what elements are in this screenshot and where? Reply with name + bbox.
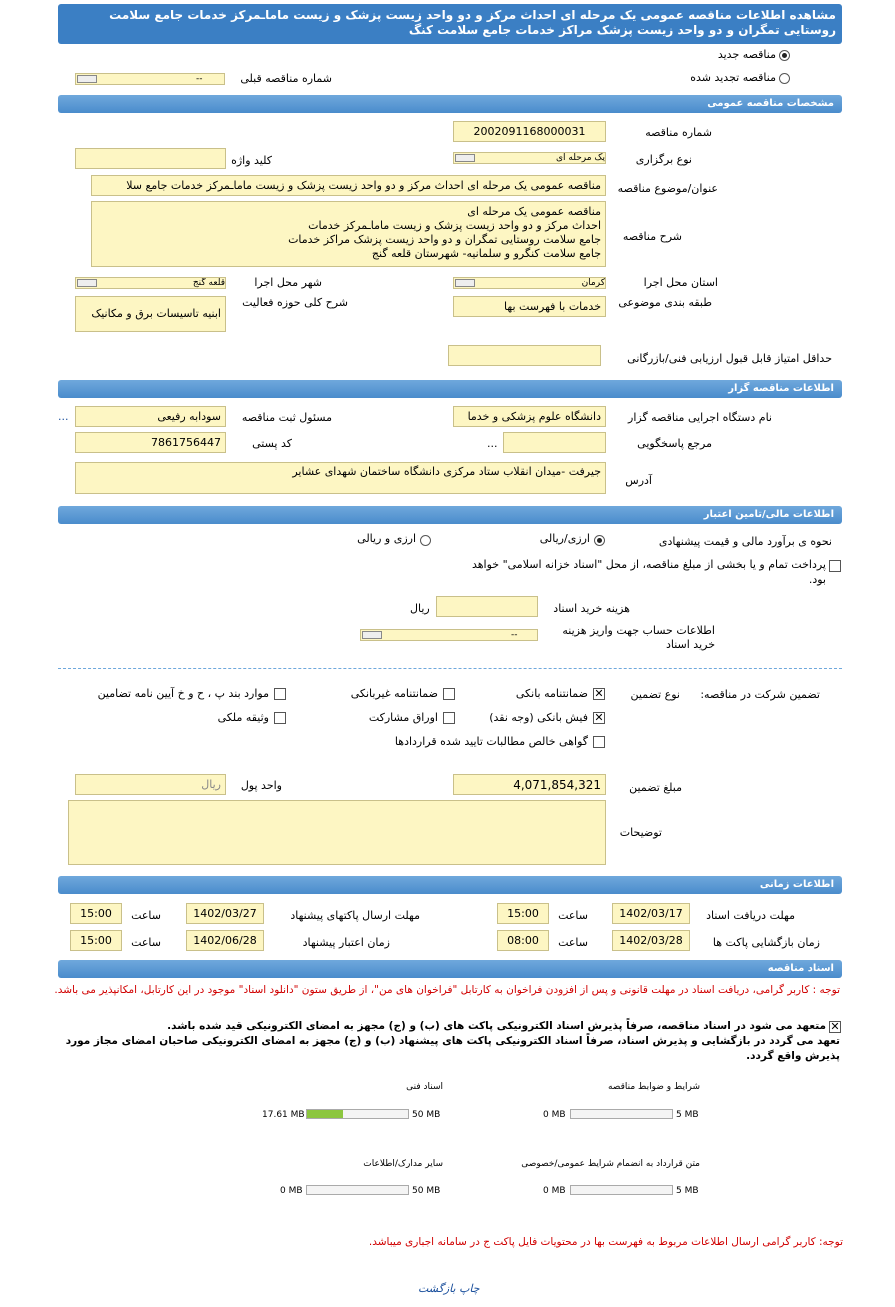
file-used-size: 17.61 MB [262,1110,305,1120]
ref-label: مرجع پاسخگویی [637,437,712,450]
guarantee-type-label: نوع تضمین [630,688,680,701]
send-deadline-label: مهلت ارسال پاکتهای پیشنهاد [290,909,420,922]
registrar-label: مسئول ثبت مناقصه [241,411,332,424]
currency-rial-radio[interactable] [594,535,605,546]
amount-field: 4,071,854,321 [453,774,606,795]
file-progress-bar [306,1185,409,1195]
doc-fee-field [436,596,538,617]
time-label: ساعت [131,936,161,949]
clause-items-label: موارد بند پ ، ح و خ آیین نامه تضامین [97,687,269,700]
description-field [91,201,606,267]
notes-field [68,800,606,865]
file-progress-bar [306,1109,409,1119]
finance-section-header: اطلاعات مالی/تامین اعتبار [58,506,842,524]
new-tender-label: مناقصه جدید [717,48,776,61]
property-collateral-label: وثیقه ملکی [217,711,269,724]
opening-time: 08:00 [497,930,549,951]
renewed-tender-label: مناقصه تجدید شده [690,71,776,84]
time-label: ساعت [131,909,161,922]
subject-label: عنوان/موضوع مناقصه [617,182,718,195]
file-used-size: 0 MB [543,1110,566,1120]
file-progress-fill [307,1110,343,1118]
currency-field: ریال [75,774,226,795]
non-bank-guarantee-label: ضمانتنامه غیربانکی [350,687,438,700]
file-max-size: 5 MB [676,1186,699,1196]
province-select[interactable]: کرمان [453,277,606,289]
file-title: سایر مدارک/اطلاعات [363,1159,443,1169]
send-deadline-date: 1402/03/27 [186,903,264,924]
description-label: شرح مناقصه [622,230,682,243]
ref-more-link[interactable]: ... [487,437,498,450]
description-line: احداث مرکز و دو واحد زیست پزشک و زیست ماماـمرکز خدمات [308,219,601,232]
bonds-checkbox[interactable] [443,712,455,724]
validity-date: 1402/06/28 [186,930,264,951]
treasury-text: پرداخت تمام و یا بخشی از مبلغ مناقصه، از محل "اسناد خزانه اسلامی" خواهد بود. [471,558,826,586]
doc-receive-time: 15:00 [497,903,549,924]
org-field: دانشگاه علوم پزشکی و خدما [453,406,606,427]
description-line: جامع سلامت روستایی تمگران و دو واحد زیست پزشک مراکز خدمات [288,233,601,246]
file-max-size: 50 MB [412,1186,441,1196]
file-title: اسناد فنی [406,1082,443,1092]
doc-receive-label: مهلت دریافت اسناد [706,909,795,922]
notes-label: توضیحات [619,826,662,839]
organizer-section-header: اطلاعات مناقصه گزار [58,380,842,398]
account-label: اطلاعات حساب جهت واریز هزینه خرید اسناد [562,624,715,651]
new-tender-radio[interactable] [779,50,790,61]
commit-checkbox[interactable]: ✕ [830,1020,840,1033]
non-bank-guarantee-checkbox[interactable] [443,688,455,700]
general-section-header: مشخصات مناقصه عمومی [58,95,842,113]
tender-number-label: شماره مناقصه [645,126,712,139]
description-line: مناقصه عمومی یک مرحله ای [467,205,601,218]
prev-number-label: شماره مناقصه قبلی [240,72,332,85]
activity-label: شرح کلی حوزه فعالیت [242,296,348,309]
address-field: جیرفت -میدان انقلاب ستاد مرکزی دانشگاه ساختمان شهدای عشایر [75,462,606,494]
subject-field: مناقصه عمومی یک مرحله ای احداث مرکز و دو واحد زیست پزشک و زیست ماماـمرکز خدمات جامع سلا [91,175,606,196]
category-label: طبقه بندی موضوعی [618,296,712,309]
file-max-size: 50 MB [412,1110,441,1120]
renewed-tender-radio[interactable] [779,73,790,84]
validity-label: زمان اعتبار پیشنهاد [302,936,390,949]
commit-text-1: متعهد می شود در اسناد مناقصه، صرفاً پذیرش اسناد الکترونیکی پاکت های (ب) و (ج) مجهز به امضای الکترونیکی قید شده باشد. [167,1020,826,1032]
category-field: خدمات با فهرست بها [453,296,606,317]
treasury-checkbox[interactable] [829,560,841,572]
doc-fee-unit: ریال [410,602,430,615]
registrar-field: سودابه رفیعی [75,406,226,427]
activity-field: ابنیه تاسیسات برق و مکانیک [75,296,226,332]
postal-label: کد پستی [252,437,292,450]
keyword-field[interactable] [75,148,226,169]
min-score-label: حداقل امتیاز قابل قبول ارزیابی فنی/بازرگانی [627,352,832,365]
footer-note: توجه: کاربر گرامی ارسال اطلاعات مربوط به فهرست بها در محتویات فایل پاکت ج در سامانه اجباری میباشد. [368,1236,843,1248]
city-select[interactable]: قلعه گنج [75,277,226,289]
receivables-certificate-label: گواهی خالص مطالبات تایید شده قراردادها [394,735,588,748]
min-score-field [448,345,601,366]
docs-note: توجه : کاربر گرامی، دریافت اسناد در مهلت قانونی و پس از افزودن فراخوان به کارتابل "فراخوان های من"، از طریق ستون "دانلود اسناد" موجود در این کارتابل، امکانپذیر می باشد. [54,984,840,996]
amount-label: مبلغ تضمین [629,781,682,794]
opening-date: 1402/03/28 [612,930,690,951]
send-deadline-time: 15:00 [70,903,122,924]
page-title: مشاهده اطلاعات مناقصه عمومی یک مرحله ای احداث مرکز و دو واحد زیست پزشک و زیست ماماـمرکز خدمات جامع سلامت روستایی تمگران و دو واحد زیست پزشک مراکز خدمات جامع سلامت کنگ [58,4,842,44]
org-label: نام دستگاه اجرایی مناقصه گزار [628,411,772,424]
city-label: شهر محل اجرا [254,276,322,289]
doc-receive-date: 1402/03/17 [612,903,690,924]
docs-section-header: اسناد مناقصه [58,960,842,978]
cash-deposit-checkbox[interactable]: ✕ [594,711,604,724]
keyword-label: کلید واژه [231,154,272,167]
currency-rial-label: ارزی/ریالی [539,532,590,545]
participation-label: تضمین شرکت در مناقصه: [700,688,820,701]
property-collateral-checkbox[interactable] [274,712,286,724]
receivables-certificate-checkbox[interactable] [593,736,605,748]
ref-field [503,432,606,453]
postal-field: 7861756447 [75,432,226,453]
prev-number-select[interactable]: -- [75,73,225,85]
file-used-size: 0 MB [543,1186,566,1196]
holding-type-label: نوع برگزاری [635,153,692,166]
file-max-size: 5 MB [676,1110,699,1120]
holding-type-select[interactable]: یک مرحله ای [453,152,606,164]
doc-fee-label: هزینه خرید اسناد [553,602,630,615]
cash-deposit-label: فیش بانکی (وجه نقد) [489,711,588,724]
time-label: ساعت [558,936,588,949]
bank-guarantee-checkbox[interactable]: ✕ [594,687,604,700]
registrar-more-link[interactable]: ... [58,410,69,423]
estimate-label: نحوه ی برآورد مالی و قیمت پیشنهادی [658,535,832,548]
tender-number-field: 2002091168000031 [453,121,606,142]
file-progress-bar [570,1185,673,1195]
commit-text-2: تعهد می گردد در بازگشایی و پذیرش اسناد، صرفاً اسناد الکترونیکی پاکت های پیشنهاد (ب) و (ج) مجهز به امضای الکترونیکی صاحبان امضای مجاز مورد پذیرش واقع گردد. [65,1035,840,1062]
description-line: جامع سلامت کنگرو و سلمانیه- شهرستان قلعه گنج [371,247,601,260]
currency-label: واحد پول [240,779,282,792]
clause-items-checkbox[interactable] [274,688,286,700]
section-divider [58,668,842,669]
bonds-label: اوراق مشارکت [368,711,438,724]
opening-label: زمان بازگشایی پاکت ها [712,936,820,949]
timing-section-header: اطلاعات زمانی [58,876,842,894]
validity-time: 15:00 [70,930,122,951]
time-label: ساعت [558,909,588,922]
province-label: استان محل اجرا [643,276,718,289]
print-back-link[interactable]: چاپ بازگشت [418,1282,480,1295]
file-used-size: 0 MB [280,1186,303,1196]
file-title: متن قرارداد به انضمام شرایط عمومی/خصوصی [521,1159,700,1169]
currency-and-rial-radio[interactable] [420,535,431,546]
file-title: شرایط و ضوابط مناقصه [607,1082,700,1092]
file-progress-bar [570,1109,673,1119]
address-label: آدرس [625,474,652,487]
account-select[interactable]: -- [360,629,538,641]
bank-guarantee-label: ضمانتنامه بانکی [515,687,588,700]
currency-and-rial-label: ارزی و ریالی [357,532,416,545]
